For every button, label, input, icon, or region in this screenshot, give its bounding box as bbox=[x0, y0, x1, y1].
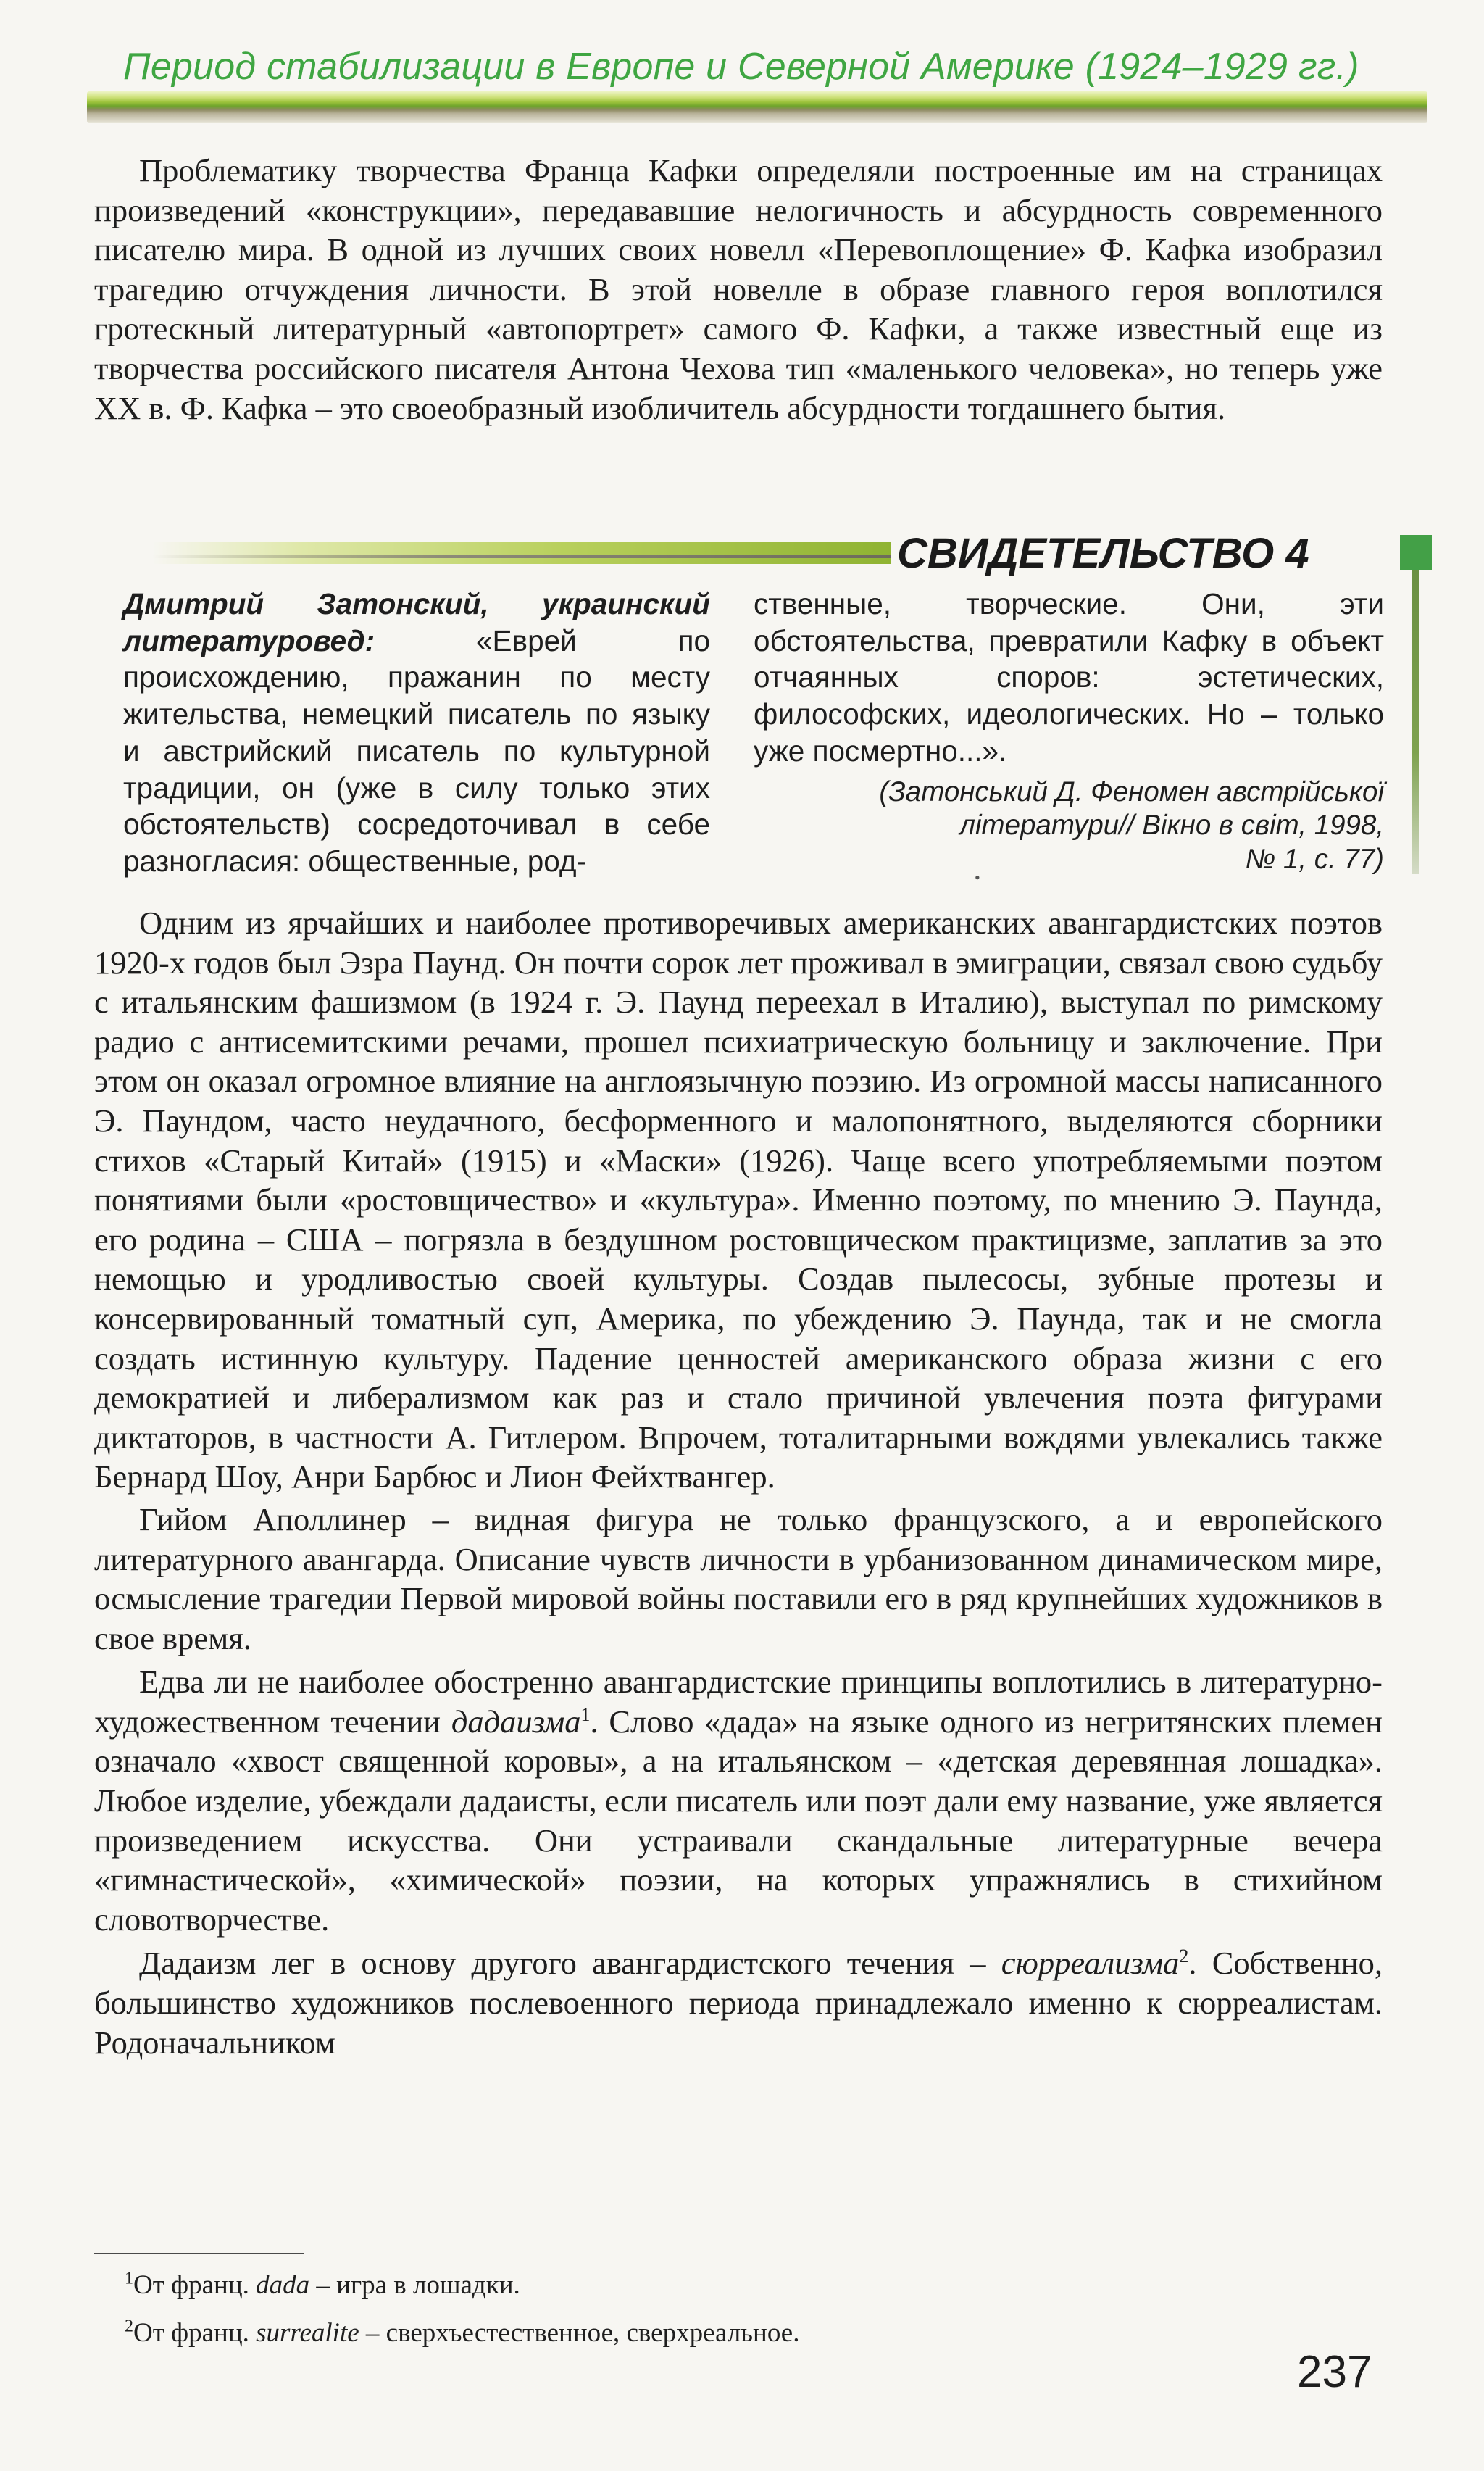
footnote-prefix: От франц. bbox=[133, 2270, 257, 2300]
evidence-author: Дмитрий Затонский, украинский литературовед: bbox=[123, 587, 710, 657]
footnote-text: – игра в лошадки. bbox=[309, 2270, 520, 2300]
pound-paragraph: Одним из ярчайших и наиболее противоречивых американских авангардистских поэтов 1920-х годов был Эзра Паунд. Он почти сорок лет проживал в эмиграции, связал свою судьбу с итальянским фашизмом (в 1924 г. Э. Паунд переехал в Италию), выступал по римскому радио с антисемитскими речами, прошел психиатрическую больницу и заключение. При этом он оказал огромное влияние на англоязычную поэзию. Из огромной массы написанного Э. Паундом, часто неудачного, бесформенного и малопонятного, выделяются сборники стихов «Старый Китай» (1915) и «Маски» (1926). Чаще всего употребляемыми поэтом понятиями были «ростовщичество» и «культура». Именно поэтому, по мнению Э. Паунда, его родина – США – погрязла в бездушном ростовщическом практицизме, заплатив за это немощью и уродливостью своей культуры. Создав пылесосы, зубные протезы и консервированный томатный суп, Америка, по убеждению Э. Паунда, так и не смогла создать истинную культуру. Падение ценностей американского образа жизни с его демократией и либерализмом как раз и стало причиной увлечения поэта фигурами диктаторов, в частности А. Гитлером. Впрочем, тоталитарными вождями увлекались также Бернард Шоу, Анри Барбюс и Лион Фейхтвангер. bbox=[94, 905, 1383, 1495]
dadaism-paragraph bbox=[94, 1662, 1383, 1939]
footnote-divider bbox=[94, 2253, 304, 2254]
evidence-quote-part1: «Еврей по происхождению, пражанин по месту жительства, немецкий писатель по языку и австрийский писатель по культурной традиции, он (уже в силу только этих обстоятельств) сосредоточивал в себе разногласия: общественные, род- bbox=[123, 623, 710, 878]
evidence-column-right bbox=[754, 586, 1384, 876]
dadaism-text: . Слово «дада» на языке одного из негритянских племен означало «хвост священной коровы», а на итальянском – «детская деревянная лошадка». Любое изделие, убеждали дадаисты, если писатель или поэт дали ему название, уже является произведением искусства. Они устраивали скандальные литературные вечера «гимнастической», «химической» поэзии, на которых упражнялись в стихийном словотворчестве. bbox=[94, 1703, 1383, 1938]
surrealism-term: сюрреализма bbox=[1001, 1945, 1180, 1982]
surrealism-paragraph bbox=[94, 1943, 1383, 2062]
dadaism-text: Едва ли не наиболее обостренно авангардистские принципы воплотились в литературно-художественном течении bbox=[94, 1664, 1383, 1740]
footnote-ref-1[interactable]: 1 bbox=[580, 1704, 591, 1726]
evidence-column-left bbox=[123, 586, 710, 880]
surrealism-text: Дадаизм лег в основу другого авангардистского течения – bbox=[139, 1945, 1001, 1982]
evidence-title: СВИДЕТЕЛЬСТВО 4 bbox=[897, 530, 1309, 577]
footnote-2 bbox=[125, 2309, 1356, 2357]
footnote-ref-2[interactable]: 2 bbox=[1179, 1945, 1189, 1967]
footnotes bbox=[125, 2262, 1356, 2357]
evidence-source-line: літератури// Вікно в світ, 1998, bbox=[959, 810, 1384, 842]
footnote-text: – сверхъестественное, сверхреальное. bbox=[359, 2318, 800, 2348]
evidence-divider bbox=[152, 542, 891, 564]
header-band bbox=[87, 91, 1427, 123]
dadaism-term: дадаизма bbox=[451, 1703, 581, 1740]
footnote-1 bbox=[125, 2262, 1356, 2309]
evidence-source bbox=[754, 776, 1384, 877]
footnote-term: dada bbox=[256, 2270, 310, 2300]
apollinaire-paragraph: Гийом Аполлинер – видная фигура не только французского, а и европейского литературного авангарда. Описание чувств личности в урбанизованном динамическом мире, осмысление трагедии Первой мировой войны поставили его в ряд крупнейших художников в свое время. bbox=[94, 1500, 1383, 1656]
footnote-prefix: От франц. bbox=[133, 2318, 257, 2348]
evidence-side-bar bbox=[1412, 570, 1419, 874]
page-number: 237 bbox=[1297, 2347, 1372, 2397]
evidence-source-line: (Затонський Д. Феномен австрійської bbox=[879, 776, 1384, 807]
kafka-section bbox=[94, 151, 1383, 428]
main-text-block bbox=[94, 903, 1383, 2062]
kafka-paragraph: Проблематику творчества Франца Кафки определяли построенные им на страницах произведений «конструкции», передававшие нелогичность и абсурдность современного писателю мира. В одной из лучших своих новелл «Перевоплощение» Ф. Кафка изобразил трагедию отчуждения личности. В этой новелле в образе главного героя воплотился гротескный литературный «автопортрет» самого Ф. Кафки, а также известный еще из творчества российского писателя Антона Чехова тип «маленького человека», но теперь уже XX в. Ф. Кафка – это своеобразный изобличитель абсурдности тогдашнего бытия. bbox=[94, 152, 1383, 426]
running-header: Период стабилизации в Европе и Северной Америке (1924–1929 гг.) bbox=[123, 46, 1359, 88]
evidence-tab-marker bbox=[1400, 535, 1432, 570]
surrealism-text: . Собственно, большинство художников послевоенного периода принадлежало именно к сюрреалистам. Родоначальником bbox=[94, 1945, 1383, 2061]
evidence-source-line: № 1, с. 77) bbox=[1245, 843, 1384, 875]
evidence-quote-start bbox=[123, 586, 710, 880]
footnote-mark: 1 bbox=[125, 2269, 133, 2288]
footnote-term: surrealite bbox=[256, 2318, 359, 2348]
print-speck: • bbox=[975, 868, 980, 886]
evidence-quote-part2: ственные, творческие. Они, эти обстоятельства, превратили Кафку в объект отчаянных споров: эстетических, философских, идеологических. Но – только уже посмертно...». bbox=[754, 587, 1384, 768]
footnote-mark: 2 bbox=[125, 2317, 133, 2336]
